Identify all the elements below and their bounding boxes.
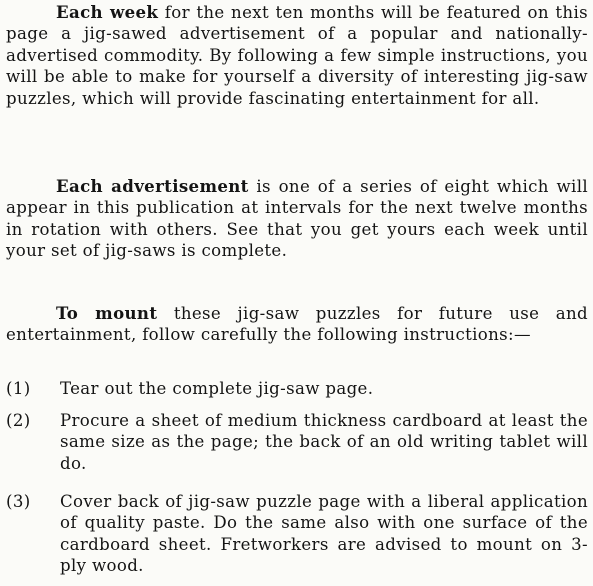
paragraph-text: is one of a series of eight which will appear in this publication at intervals for the next twelve months in rotation with others. See that you get yours each week until your set of jig-saws is complete. [6,177,589,261]
instruction-number: (3) [6,492,31,511]
instruction-text: Procure a sheet of medium thickness cardboard at least the same size as the page; the back of an old writing tablet will do. [60,411,588,473]
paragraph-text: these jig-saw puzzles for future use and entertainment, follow carefully the following instructions:— [6,304,588,345]
instruction-item [6,491,588,577]
instruction-item [6,378,588,399]
instruction-item [6,410,588,474]
paragraph-series [6,176,588,262]
instruction-number: (2) [6,411,31,430]
instruction-text: Tear out the complete jig-saw page. [60,379,374,398]
paragraph-lead: Each advertisement [56,176,249,196]
instruction-text: Cover back of jig-saw puzzle page with a liberal application of quality paste. Do the same also with one surface of the cardboard sheet. Fretworkers are advised to mount on 3-ply wood. [60,492,588,576]
paragraph-lead: Each week [56,2,159,22]
instruction-number: (1) [6,379,31,398]
paragraph-intro [6,2,588,109]
paragraph-mounting [6,303,588,346]
paragraph-text: for the next ten months will be featured on this page a jig-sawed advertisement of a popular and nationally-advertised commodity. By following a few simple instructions, you will be able to make for yourself a diversity of interesting jig-saw puzzles, which will provide fascinating entertainment for all. [6,3,588,108]
paragraph-lead: To mount [56,303,158,323]
